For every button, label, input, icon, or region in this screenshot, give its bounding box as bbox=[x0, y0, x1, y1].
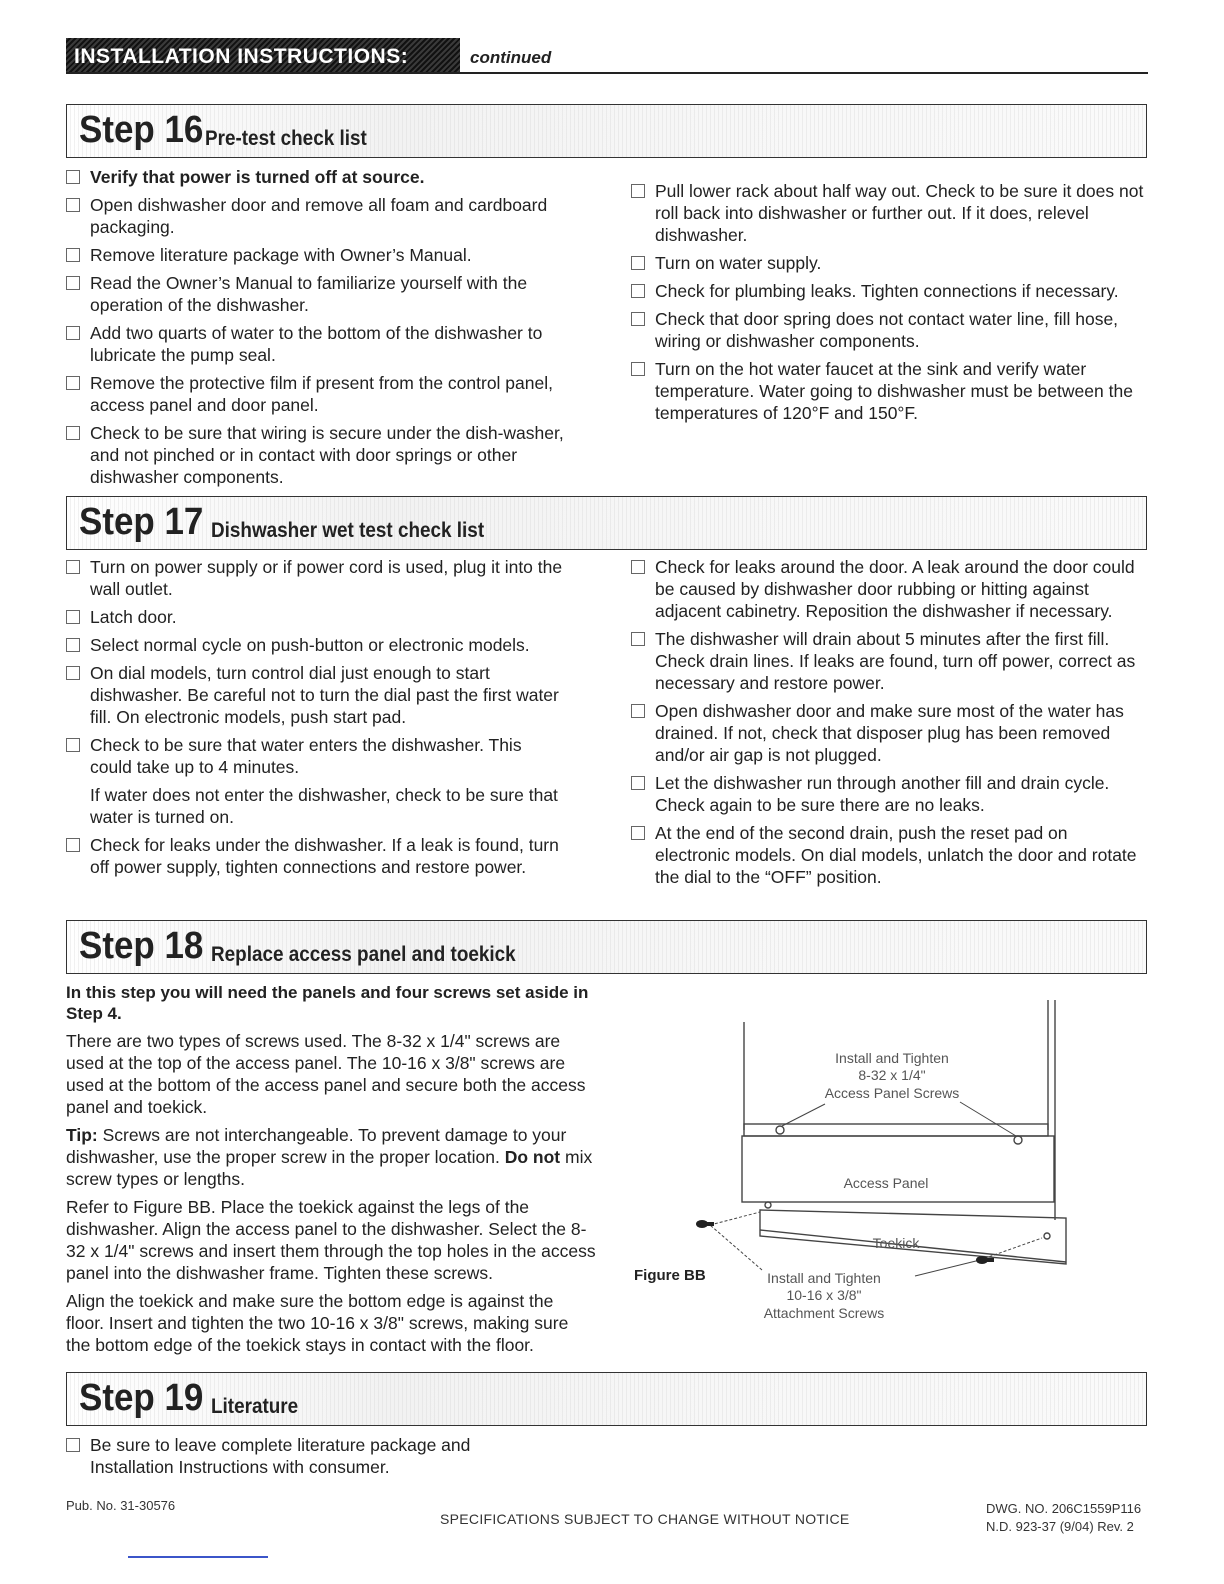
checklist-item: Verify that power is turned off at source. bbox=[66, 166, 566, 188]
checkbox-icon bbox=[66, 1438, 80, 1452]
tip-paragraph: Tip: Screws are not interchangeable. To prevent damage to your dishwasher, use the proper screw in the proper location. Do not mix screw types or lengths. bbox=[66, 1125, 593, 1189]
toekick-label: Toekick bbox=[872, 1235, 920, 1251]
checklist-item: Read the Owner’s Manual to familiarize yourself with the operation of the dishwasher. bbox=[66, 272, 566, 316]
checkbox-icon bbox=[66, 738, 80, 752]
checklist-item: Turn on the hot water faucet at the sink and verify water temperature. Water going to dishwasher must be between the temperatures of 120°F and 150°F. bbox=[631, 358, 1146, 424]
step-18-header bbox=[66, 920, 1147, 974]
checklist-item: On dial models, turn control dial just enough to start dishwasher. Be careful not to turn the dial past the first water fill. On electronic models, push start pad. bbox=[66, 662, 566, 728]
step-17-right-list bbox=[631, 556, 1146, 894]
pub-number: Pub. No. 31-30576 bbox=[66, 1498, 176, 1513]
checkbox-icon bbox=[66, 326, 80, 340]
checklist-item: Remove literature package with Owner’s Manual. bbox=[66, 244, 566, 266]
checklist-item: At the end of the second drain, push the reset pad on electronic models. On dial models, unlatch the door and rotate the dial to the “OFF” position. bbox=[631, 822, 1146, 888]
checklist-item: Open dishwasher door and make sure most of the water has drained. If not, check that disposer plug has been removed and/or air gap is not plugged. bbox=[631, 700, 1146, 766]
checklist-item: Latch door. bbox=[66, 606, 566, 628]
top-callout-line2: 8-32 x 1/4" bbox=[858, 1067, 926, 1083]
section-title: INSTALLATION INSTRUCTIONS: bbox=[66, 38, 460, 72]
checklist-item: Check that door spring does not contact water line, fill hose, wiring or dishwasher components. bbox=[631, 308, 1146, 352]
checklist-item: Turn on water supply. bbox=[631, 252, 1146, 274]
checkbox-icon bbox=[631, 184, 645, 198]
checkbox-icon bbox=[66, 376, 80, 390]
step-17-header bbox=[66, 496, 1147, 550]
step-title: Replace access panel and toekick bbox=[211, 943, 516, 966]
checkbox-icon bbox=[66, 838, 80, 852]
checklist-item: Pull lower rack about half way out. Check to be sure it does not roll back into dishwasher or further out. If it does, relevel dishwasher. bbox=[631, 180, 1146, 246]
top-callout-line1: Install and Tighten bbox=[835, 1050, 949, 1066]
step-19-header bbox=[66, 1372, 1147, 1426]
checklist-item: Select normal cycle on push-button or electronic models. bbox=[66, 634, 566, 656]
checkbox-icon bbox=[66, 426, 80, 440]
nd-number: N.D. 923-37 (9/04) Rev. 2 bbox=[986, 1519, 1134, 1534]
drawing-info bbox=[986, 1500, 1141, 1536]
bottom-callout-line3: Attachment Screws bbox=[763, 1305, 885, 1321]
checkbox-icon bbox=[631, 704, 645, 718]
paragraph: Align the toekick and make sure the bottom edge is against the floor. Insert and tighten the two 10-16 x 3/8" screws, making sure the bottom edge of the toekick stays in contact with the floor. bbox=[66, 1291, 569, 1355]
checklist-item: Check for leaks under the dishwasher. If a leak is found, turn off power supply, tighten connections and restore power. bbox=[66, 834, 566, 878]
checklist-item: Add two quarts of water to the bottom of the dishwasher to lubricate the pump seal. bbox=[66, 322, 566, 366]
checklist-item: Be sure to leave complete literature package and Installation Instructions with consumer. bbox=[66, 1434, 526, 1478]
dwg-number: DWG. NO. 206C1559P116 bbox=[986, 1501, 1142, 1516]
checkbox-icon bbox=[631, 632, 645, 646]
checkbox-icon bbox=[631, 776, 645, 790]
continued-label: continued bbox=[470, 48, 552, 67]
checkbox-icon bbox=[66, 560, 80, 574]
step-number: Step 17 bbox=[79, 501, 204, 543]
bottom-callout-line2: 10-16 x 3/8" bbox=[786, 1287, 862, 1303]
checkbox-icon bbox=[66, 170, 80, 184]
step-16-right-list bbox=[631, 180, 1146, 430]
checkbox-icon bbox=[631, 284, 645, 298]
checklist-item: The dishwasher will drain about 5 minutes after the first fill. Check drain lines. If leaks are found, turn off power, correct as necessary and restore power. bbox=[631, 628, 1146, 694]
checklist-item: Check to be sure that water enters the dishwasher. This could take up to 4 minutes. bbox=[66, 734, 566, 778]
step-16-left-list bbox=[66, 166, 566, 494]
step-number: Step 19 bbox=[79, 1377, 204, 1419]
checkbox-icon bbox=[66, 198, 80, 212]
checkbox-icon bbox=[66, 276, 80, 290]
checkbox-icon bbox=[66, 610, 80, 624]
top-callout-line3: Access Panel Screws bbox=[824, 1085, 960, 1101]
step-title: Dishwasher wet test check list bbox=[211, 519, 485, 542]
access-panel-label: Access Panel bbox=[843, 1175, 929, 1191]
checklist-item: Remove the protective film if present from the control panel, access panel and door panel. bbox=[66, 372, 566, 416]
checklist-note: If water does not enter the dishwasher, check to be sure that water is turned on. bbox=[90, 785, 558, 827]
figure-label: Figure BB bbox=[634, 1267, 706, 1284]
step-lead: In this step you will need the panels and four screws set aside in Step 4. bbox=[66, 983, 589, 1023]
step-number: Step 18 bbox=[79, 925, 204, 967]
step-17-left-list bbox=[66, 556, 566, 884]
step-16-header bbox=[66, 104, 1147, 158]
step-19-list bbox=[66, 1434, 526, 1484]
checklist-item: Check for leaks around the door. A leak around the door could be caused by dishwasher door rubbing or hitting against adjacent cabinetry. Reposition the dishwasher if necessary. bbox=[631, 556, 1146, 622]
checkbox-icon bbox=[66, 638, 80, 652]
checklist-item: Turn on power supply or if power cord is used, plug it into the wall outlet. bbox=[66, 556, 566, 600]
step-number: Step 16 bbox=[79, 109, 204, 151]
step-title: Pre-test check list bbox=[205, 127, 367, 150]
checkbox-icon bbox=[631, 826, 645, 840]
step-title: Literature bbox=[211, 1395, 299, 1418]
checkbox-icon bbox=[66, 248, 80, 262]
step-18-text bbox=[66, 982, 596, 1362]
checkbox-icon bbox=[631, 560, 645, 574]
checklist-item: Check for plumbing leaks. Tighten connections if necessary. bbox=[631, 280, 1146, 302]
bottom-callout-line1: Install and Tighten bbox=[767, 1270, 881, 1286]
checkbox-icon bbox=[631, 256, 645, 270]
checklist-item: Open dishwasher door and remove all foam and cardboard packaging. bbox=[66, 194, 566, 238]
checkbox-icon bbox=[66, 666, 80, 680]
checklist-item: Let the dishwasher run through another fill and drain cycle. Check again to be sure there are no leaks. bbox=[631, 772, 1146, 816]
footer-link[interactable] bbox=[128, 1556, 268, 1558]
figure-bb bbox=[630, 1000, 1070, 1330]
specs-notice: SPECIFICATIONS SUBJECT TO CHANGE WITHOUT NOTICE bbox=[440, 1511, 850, 1527]
paragraph: Refer to Figure BB. Place the toekick against the legs of the dishwasher. Align the access panel to the dishwasher. Select the 8-32 x 1/4" screws and insert them through the top holes in the access panel into the dishwasher frame. Tighten these screws. bbox=[66, 1197, 596, 1283]
checklist-item: Check to be sure that wiring is secure under the dish-washer, and not pinched or in contact with door springs or other dishwasher components. bbox=[66, 422, 566, 488]
checkbox-icon bbox=[631, 312, 645, 326]
page-header bbox=[66, 36, 1148, 74]
paragraph: There are two types of screws used. The 8-32 x 1/4" screws are used at the top of the access panel. The 10-16 x 3/8" screws are used at the bottom of the access panel and secure both the access panel and toekick. bbox=[66, 1031, 586, 1117]
checkbox-icon bbox=[631, 362, 645, 376]
